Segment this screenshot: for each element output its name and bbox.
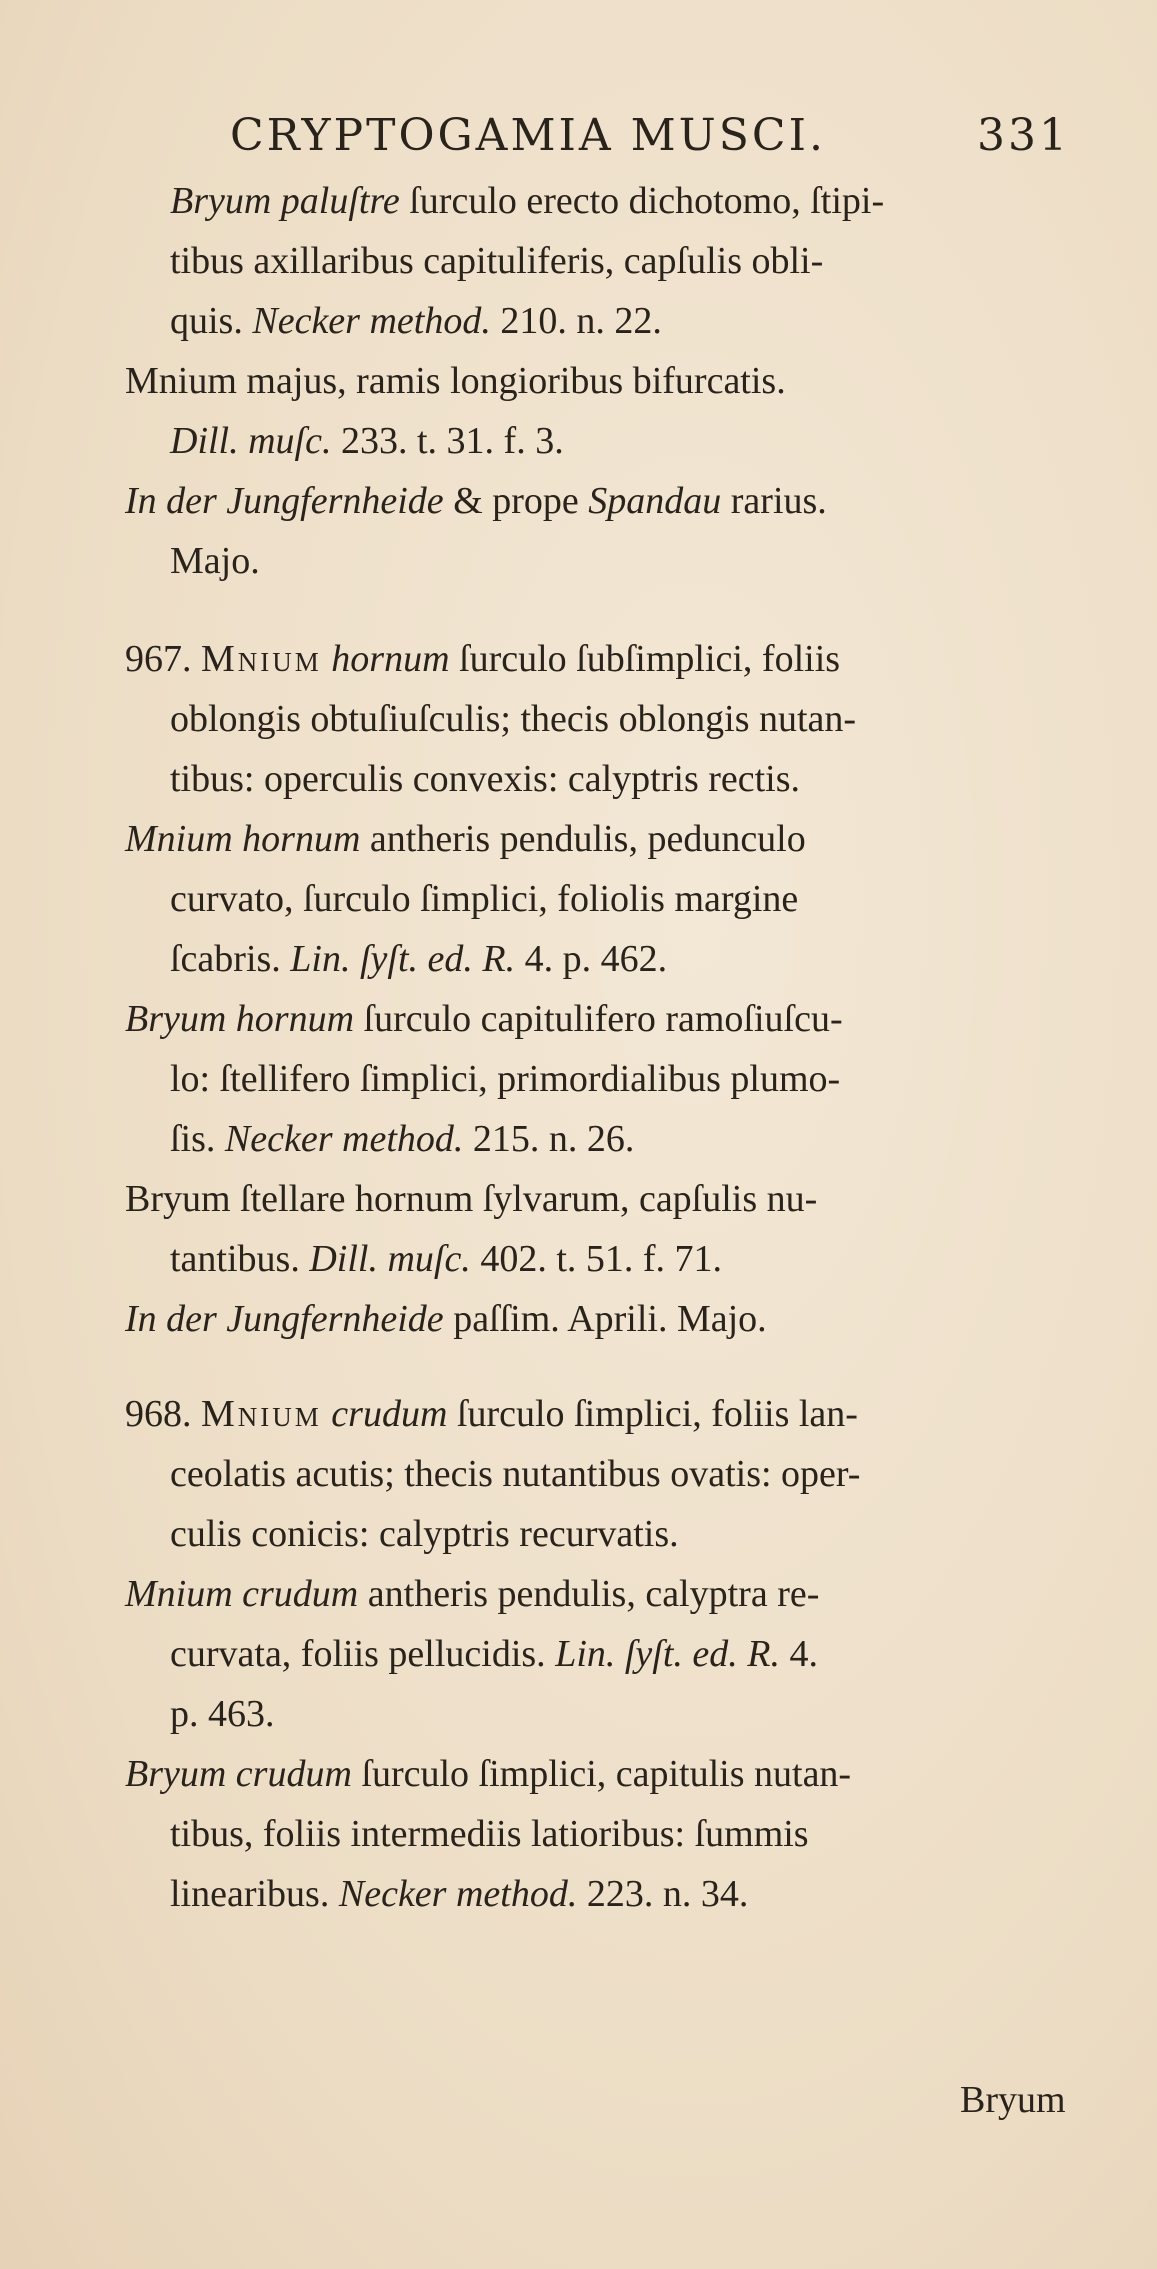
italic-text: Lin. ſyſt. ed. R. (555, 1633, 780, 1675)
catchword: Bryum (960, 2079, 1066, 2121)
roman-text (322, 638, 332, 680)
roman-text: antheris pendulis, calyptra re- (358, 1573, 820, 1615)
roman-text: curvata, foliis pellucidis. (170, 1633, 556, 1675)
italic-text: Bryum paluſtre (170, 180, 400, 222)
text-line (125, 1180, 817, 1218)
text-line (125, 1000, 843, 1038)
roman-text: antheris pendulis, pedunculo (360, 818, 806, 860)
roman-text: ſis. (170, 1118, 225, 1160)
text-line (170, 302, 662, 340)
roman-text: ſcabris. (170, 938, 291, 980)
text-line (170, 1815, 809, 1853)
header-title: CRYPTOGAMIA MUSCI. (230, 110, 826, 161)
text-line (125, 640, 840, 678)
text-line (170, 242, 823, 280)
roman-text: rarius. (721, 480, 827, 522)
roman-text: curvato, ſurculo ſimplici, foliolis margine (170, 878, 799, 920)
text-line (125, 1575, 819, 1613)
text-line (170, 760, 800, 798)
text-line (170, 700, 856, 738)
roman-text: 233. t. 31. f. 3. (331, 420, 564, 462)
roman-text: tibus, foliis intermediis latioribus: ſummis (170, 1813, 809, 1855)
italic-text: Mnium hornum (125, 818, 361, 860)
roman-text: Mnium majus, ramis longioribus bifurcatis. (125, 360, 786, 402)
text-line (170, 1635, 818, 1673)
roman-text: tibus axillaribus capituliferis, capſulis obli- (170, 240, 824, 282)
text-line (170, 940, 667, 978)
page-number: 331 (977, 110, 1070, 161)
roman-text: ſurculo ſimplici, capitulis nutan- (351, 1753, 852, 1795)
roman-text: linearibus. (170, 1873, 339, 1915)
roman-text: 967. (125, 638, 201, 680)
italic-text: In der Jungfernheide (125, 1298, 444, 1340)
italic-text: Mnium crudum (125, 1573, 359, 1615)
italic-text: Dill. muſc. (170, 420, 332, 462)
italic-text: Necker method. (224, 1118, 464, 1160)
roman-text: 4. p. 462. (515, 938, 668, 980)
roman-text: lo: ſtellifero ſimplici, primordialibus plumo- (170, 1058, 841, 1100)
text-line (170, 542, 260, 580)
text-line (170, 1060, 840, 1098)
roman-text: Bryum ſtellare hornum ſylvarum, capſulis nu- (125, 1178, 818, 1220)
text-line (170, 1240, 722, 1278)
roman-text: ſurculo capitulifero ramoſiuſcu- (354, 998, 843, 1040)
text-line (125, 1755, 851, 1793)
roman-text: 968. (125, 1393, 201, 1435)
roman-text: culis conicis: calyptris recurvatis. (170, 1513, 679, 1555)
italic-text: Necker method. (252, 300, 491, 342)
roman-text: 215. n. 26. (463, 1118, 635, 1160)
roman-text (322, 1393, 332, 1435)
running-header (230, 100, 1080, 170)
roman-text: 402. t. 51. f. 71. (470, 1238, 723, 1280)
text-line (125, 1395, 858, 1433)
small-caps-text: Mnium (201, 1393, 322, 1435)
italic-text: Lin. ſyſt. ed. R. (290, 938, 516, 980)
roman-text: oblongis obtuſiuſculis; thecis oblongis nutan- (170, 698, 857, 740)
small-caps-text: Mnium (201, 638, 322, 680)
text-line (170, 1455, 860, 1493)
text-line (170, 182, 884, 220)
roman-text: p. 463. (170, 1693, 275, 1735)
roman-text: tantibus. (170, 1238, 310, 1280)
roman-text: ſurculo ſubſimplici, foliis (449, 638, 841, 680)
text-line (170, 1875, 748, 1913)
text-line (125, 362, 786, 400)
text-line (125, 820, 806, 858)
text-line (170, 422, 564, 460)
italic-text: Necker method. (338, 1873, 578, 1915)
italic-text: hornum (331, 638, 450, 680)
text-line (170, 1120, 634, 1158)
text-line (170, 1515, 679, 1553)
roman-text: 4. (780, 1633, 818, 1675)
roman-text: paſſim. Aprili. Majo. (443, 1298, 767, 1340)
roman-text: 223. n. 34. (577, 1873, 749, 1915)
italic-text: Bryum crudum (125, 1753, 352, 1795)
roman-text: tibus: operculis convexis: calyptris rectis. (170, 758, 801, 800)
italic-text: In der Jungfernheide (125, 480, 444, 522)
roman-text: 210. n. 22. (490, 300, 662, 342)
text-line (125, 1300, 767, 1338)
text-line (170, 1695, 275, 1733)
text-line (125, 482, 827, 520)
roman-text: & prope (443, 480, 589, 522)
roman-text: Majo. (170, 540, 260, 582)
italic-text: crudum (331, 1393, 448, 1435)
italic-text: Dill. muſc. (309, 1238, 471, 1280)
roman-text: ſurculo erecto dichotomo, ſtipi- (399, 180, 885, 222)
text-line (170, 880, 798, 918)
roman-text: quis. (170, 300, 253, 342)
italic-text: Bryum hornum (125, 998, 355, 1040)
roman-text: ceolatis acutis; thecis nutantibus ovatis: oper- (170, 1453, 861, 1495)
italic-text: Spandau (588, 480, 722, 522)
roman-text: ſurculo ſimplici, foliis lan- (447, 1393, 858, 1435)
